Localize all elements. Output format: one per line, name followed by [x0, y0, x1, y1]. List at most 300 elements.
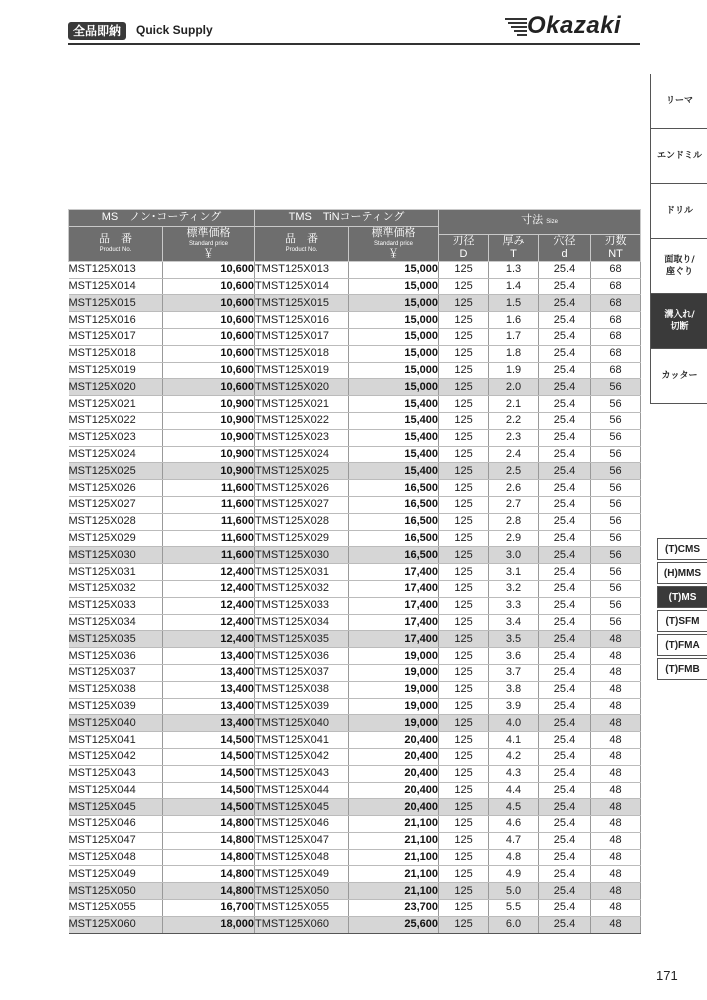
ms-product-cell: MST125X032 [69, 580, 163, 597]
series-tab[interactable]: (T)FMA [657, 634, 707, 656]
tms-product-cell: TMST125X044 [255, 782, 349, 799]
tms-price-cell: 20,400 [349, 799, 439, 816]
hole-cell: 25.4 [539, 664, 591, 681]
tms-price-cell: 21,100 [349, 883, 439, 900]
quick-supply-badge: 全品即納 [68, 22, 126, 40]
table-row [69, 412, 641, 429]
teeth-cell: 48 [591, 832, 641, 849]
ms-product-cell: MST125X047 [69, 832, 163, 849]
table-row [69, 312, 641, 329]
tms-product-cell: TMST125X027 [255, 496, 349, 513]
hole-cell: 25.4 [539, 261, 591, 278]
teeth-cell: 56 [591, 564, 641, 581]
table-row [69, 328, 641, 345]
col-hole-header: 穴径 d [539, 234, 591, 261]
tms-price-cell: 20,400 [349, 732, 439, 749]
teeth-cell: 68 [591, 362, 641, 379]
thickness-cell: 4.4 [489, 782, 539, 799]
hole-cell: 25.4 [539, 748, 591, 765]
diameter-cell: 125 [439, 765, 489, 782]
teeth-cell: 48 [591, 715, 641, 732]
ms-price-cell: 11,600 [163, 513, 255, 530]
table-row [69, 261, 641, 278]
category-tab[interactable]: ドリル [651, 184, 707, 239]
tms-product-cell: TMST125X055 [255, 900, 349, 917]
tms-price-cell: 17,400 [349, 564, 439, 581]
tms-product-cell: TMST125X029 [255, 530, 349, 547]
thickness-cell: 4.9 [489, 866, 539, 883]
hole-cell: 25.4 [539, 328, 591, 345]
hole-cell: 25.4 [539, 782, 591, 799]
table-row [69, 732, 641, 749]
tms-product-cell: TMST125X046 [255, 816, 349, 833]
tms-product-cell: TMST125X025 [255, 463, 349, 480]
ms-product-cell: MST125X043 [69, 765, 163, 782]
thickness-cell: 2.7 [489, 496, 539, 513]
teeth-cell: 68 [591, 345, 641, 362]
ms-price-cell: 10,600 [163, 295, 255, 312]
thickness-cell: 3.8 [489, 681, 539, 698]
thickness-cell: 1.5 [489, 295, 539, 312]
tms-product-cell: TMST125X013 [255, 261, 349, 278]
tms-product-cell: TMST125X023 [255, 429, 349, 446]
ms-product-cell: MST125X049 [69, 866, 163, 883]
ms-product-cell: MST125X018 [69, 345, 163, 362]
ms-price-cell: 14,800 [163, 832, 255, 849]
ms-product-cell: MST125X041 [69, 732, 163, 749]
teeth-cell: 48 [591, 664, 641, 681]
diameter-cell: 125 [439, 799, 489, 816]
table-row [69, 715, 641, 732]
tms-product-cell: TMST125X020 [255, 379, 349, 396]
tms-product-cell: TMST125X022 [255, 412, 349, 429]
ms-price-cell: 13,400 [163, 715, 255, 732]
hole-cell: 25.4 [539, 513, 591, 530]
series-tab[interactable]: (T)SFM [657, 610, 707, 632]
ms-product-header: 品 番 Product No. [69, 226, 163, 261]
hole-cell: 25.4 [539, 463, 591, 480]
hole-cell: 25.4 [539, 597, 591, 614]
series-tab[interactable]: (T)CMS [657, 538, 707, 560]
diameter-cell: 125 [439, 312, 489, 329]
teeth-cell: 48 [591, 748, 641, 765]
table-row [69, 900, 641, 917]
teeth-cell: 56 [591, 463, 641, 480]
thickness-cell: 1.6 [489, 312, 539, 329]
category-tabs [650, 74, 707, 404]
teeth-cell: 56 [591, 530, 641, 547]
thickness-cell: 1.7 [489, 328, 539, 345]
thickness-cell: 1.3 [489, 261, 539, 278]
ms-price-cell: 14,800 [163, 849, 255, 866]
ms-product-cell: MST125X015 [69, 295, 163, 312]
diameter-cell: 125 [439, 782, 489, 799]
table-row [69, 379, 641, 396]
teeth-cell: 68 [591, 261, 641, 278]
ms-price-cell: 10,900 [163, 429, 255, 446]
tms-price-cell: 17,400 [349, 614, 439, 631]
col-t-header: 厚み T [489, 234, 539, 261]
thickness-cell: 3.3 [489, 597, 539, 614]
diameter-cell: 125 [439, 664, 489, 681]
ms-product-cell: MST125X014 [69, 278, 163, 295]
ms-price-cell: 10,600 [163, 379, 255, 396]
diameter-cell: 125 [439, 580, 489, 597]
thickness-cell: 4.7 [489, 832, 539, 849]
ms-product-cell: MST125X040 [69, 715, 163, 732]
teeth-cell: 56 [591, 379, 641, 396]
hole-cell: 25.4 [539, 564, 591, 581]
ms-price-cell: 14,500 [163, 748, 255, 765]
ms-product-cell: MST125X029 [69, 530, 163, 547]
diameter-cell: 125 [439, 429, 489, 446]
teeth-cell: 48 [591, 732, 641, 749]
thickness-cell: 2.3 [489, 429, 539, 446]
ms-product-cell: MST125X038 [69, 681, 163, 698]
thickness-cell: 4.3 [489, 765, 539, 782]
diameter-cell: 125 [439, 681, 489, 698]
diameter-cell: 125 [439, 648, 489, 665]
tms-price-cell: 19,000 [349, 681, 439, 698]
category-tab[interactable]: 面取り/ 座ぐり [651, 239, 707, 294]
ms-product-cell: MST125X023 [69, 429, 163, 446]
tms-price-cell: 15,000 [349, 295, 439, 312]
ms-product-cell: MST125X021 [69, 396, 163, 413]
hole-cell: 25.4 [539, 681, 591, 698]
tms-product-cell: TMST125X036 [255, 648, 349, 665]
col-nt-header: 刃数 NT [591, 234, 641, 261]
tms-price-cell: 20,400 [349, 748, 439, 765]
ms-product-cell: MST125X019 [69, 362, 163, 379]
ms-price-cell: 12,400 [163, 631, 255, 648]
ms-product-cell: MST125X048 [69, 849, 163, 866]
tms-price-cell: 15,000 [349, 312, 439, 329]
tms-product-cell: TMST125X045 [255, 799, 349, 816]
thickness-cell: 4.1 [489, 732, 539, 749]
diameter-cell: 125 [439, 866, 489, 883]
teeth-cell: 68 [591, 278, 641, 295]
tms-product-cell: TMST125X015 [255, 295, 349, 312]
table-row [69, 799, 641, 816]
tms-price-cell: 21,100 [349, 849, 439, 866]
teeth-cell: 56 [591, 480, 641, 497]
diameter-cell: 125 [439, 412, 489, 429]
ms-price-cell: 10,900 [163, 463, 255, 480]
thickness-cell: 6.0 [489, 916, 539, 933]
table-row [69, 816, 641, 833]
teeth-cell: 48 [591, 916, 641, 933]
teeth-cell: 48 [591, 883, 641, 900]
thickness-cell: 3.0 [489, 547, 539, 564]
teeth-cell: 56 [591, 547, 641, 564]
ms-price-cell: 12,400 [163, 580, 255, 597]
thickness-cell: 4.2 [489, 748, 539, 765]
diameter-cell: 125 [439, 916, 489, 933]
diameter-cell: 125 [439, 748, 489, 765]
series-tab[interactable]: (T)MS [657, 586, 707, 608]
thickness-cell: 1.9 [489, 362, 539, 379]
hole-cell: 25.4 [539, 312, 591, 329]
ms-price-cell: 10,900 [163, 412, 255, 429]
teeth-cell: 56 [591, 597, 641, 614]
ms-product-cell: MST125X020 [69, 379, 163, 396]
ms-price-cell: 13,400 [163, 664, 255, 681]
tms-price-cell: 16,500 [349, 496, 439, 513]
tms-product-cell: TMST125X017 [255, 328, 349, 345]
ms-product-cell: MST125X055 [69, 900, 163, 917]
table-row [69, 614, 641, 631]
tms-price-cell: 15,000 [349, 261, 439, 278]
ms-product-cell: MST125X016 [69, 312, 163, 329]
diameter-cell: 125 [439, 480, 489, 497]
teeth-cell: 56 [591, 396, 641, 413]
hole-cell: 25.4 [539, 614, 591, 631]
thickness-cell: 2.5 [489, 463, 539, 480]
teeth-cell: 48 [591, 799, 641, 816]
table-row [69, 664, 641, 681]
ms-price-cell: 14,800 [163, 883, 255, 900]
teeth-cell: 48 [591, 900, 641, 917]
thickness-cell: 4.6 [489, 816, 539, 833]
hole-cell: 25.4 [539, 396, 591, 413]
diameter-cell: 125 [439, 816, 489, 833]
ms-price-cell: 10,600 [163, 328, 255, 345]
hole-cell: 25.4 [539, 765, 591, 782]
ms-product-cell: MST125X025 [69, 463, 163, 480]
diameter-cell: 125 [439, 345, 489, 362]
ms-price-cell: 14,500 [163, 799, 255, 816]
category-tab[interactable]: リーマ [651, 74, 707, 129]
thickness-cell: 2.9 [489, 530, 539, 547]
diameter-cell: 125 [439, 261, 489, 278]
thickness-cell: 2.6 [489, 480, 539, 497]
table-row [69, 480, 641, 497]
tms-product-cell: TMST125X050 [255, 883, 349, 900]
ms-product-cell: MST125X033 [69, 597, 163, 614]
diameter-cell: 125 [439, 396, 489, 413]
ms-price-cell: 14,800 [163, 866, 255, 883]
thickness-cell: 4.8 [489, 849, 539, 866]
category-tab[interactable]: カッター [651, 349, 707, 404]
series-tab[interactable]: (T)FMB [657, 658, 707, 680]
table-row [69, 429, 641, 446]
ms-product-cell: MST125X042 [69, 748, 163, 765]
table-row [69, 681, 641, 698]
ms-price-cell: 12,400 [163, 597, 255, 614]
tms-price-header: 標準価格 Standard price ￥ [349, 226, 439, 261]
thickness-cell: 3.6 [489, 648, 539, 665]
thickness-cell: 1.4 [489, 278, 539, 295]
table-row [69, 564, 641, 581]
tms-product-cell: TMST125X026 [255, 480, 349, 497]
ms-price-cell: 11,600 [163, 496, 255, 513]
table-row [69, 748, 641, 765]
diameter-cell: 125 [439, 530, 489, 547]
tms-price-cell: 17,400 [349, 631, 439, 648]
tms-product-cell: TMST125X048 [255, 849, 349, 866]
diameter-cell: 125 [439, 900, 489, 917]
ms-product-cell: MST125X026 [69, 480, 163, 497]
thickness-cell: 5.5 [489, 900, 539, 917]
teeth-cell: 56 [591, 429, 641, 446]
tms-product-cell: TMST125X021 [255, 396, 349, 413]
table-row [69, 446, 641, 463]
teeth-cell: 56 [591, 446, 641, 463]
hole-cell: 25.4 [539, 446, 591, 463]
diameter-cell: 125 [439, 379, 489, 396]
tms-price-cell: 19,000 [349, 715, 439, 732]
tms-product-cell: TMST125X019 [255, 362, 349, 379]
hole-cell: 25.4 [539, 278, 591, 295]
hole-cell: 25.4 [539, 379, 591, 396]
group-tms-header: TMS TiNコーティング [255, 210, 439, 227]
thickness-cell: 3.9 [489, 698, 539, 715]
teeth-cell: 48 [591, 631, 641, 648]
hole-cell: 25.4 [539, 429, 591, 446]
tms-product-cell: TMST125X028 [255, 513, 349, 530]
ms-price-cell: 11,600 [163, 547, 255, 564]
diameter-cell: 125 [439, 732, 489, 749]
tms-price-cell: 15,000 [349, 278, 439, 295]
diameter-cell: 125 [439, 496, 489, 513]
ms-product-cell: MST125X024 [69, 446, 163, 463]
thickness-cell: 4.0 [489, 715, 539, 732]
ms-product-cell: MST125X035 [69, 631, 163, 648]
table-row [69, 580, 641, 597]
diameter-cell: 125 [439, 362, 489, 379]
ms-price-cell: 11,600 [163, 530, 255, 547]
table-row [69, 782, 641, 799]
tms-price-cell: 15,400 [349, 463, 439, 480]
tms-price-cell: 16,500 [349, 547, 439, 564]
ms-price-cell: 10,600 [163, 312, 255, 329]
ms-product-cell: MST125X039 [69, 698, 163, 715]
tms-product-cell: TMST125X047 [255, 832, 349, 849]
quick-supply-label: Quick Supply [136, 23, 213, 37]
ms-price-cell: 10,600 [163, 345, 255, 362]
diameter-cell: 125 [439, 513, 489, 530]
category-tab[interactable]: エンドミル [651, 129, 707, 184]
teeth-cell: 48 [591, 782, 641, 799]
hole-cell: 25.4 [539, 412, 591, 429]
thickness-cell: 3.1 [489, 564, 539, 581]
hole-cell: 25.4 [539, 631, 591, 648]
group-ms-header: MS ノン･コーティング [69, 210, 255, 227]
ms-price-cell: 12,400 [163, 614, 255, 631]
tms-price-cell: 16,500 [349, 513, 439, 530]
tms-price-cell: 17,400 [349, 597, 439, 614]
thickness-cell: 2.4 [489, 446, 539, 463]
ms-product-cell: MST125X050 [69, 883, 163, 900]
hole-cell: 25.4 [539, 732, 591, 749]
teeth-cell: 68 [591, 328, 641, 345]
hole-cell: 25.4 [539, 866, 591, 883]
tms-price-cell: 19,000 [349, 698, 439, 715]
table-row [69, 866, 641, 883]
ms-price-cell: 13,400 [163, 648, 255, 665]
tms-product-header: 品 番 Product No. [255, 226, 349, 261]
tms-product-cell: TMST125X030 [255, 547, 349, 564]
hole-cell: 25.4 [539, 496, 591, 513]
ms-product-cell: MST125X046 [69, 816, 163, 833]
hole-cell: 25.4 [539, 883, 591, 900]
ms-product-cell: MST125X013 [69, 261, 163, 278]
tms-product-cell: TMST125X038 [255, 681, 349, 698]
tms-product-cell: TMST125X016 [255, 312, 349, 329]
tms-price-cell: 19,000 [349, 664, 439, 681]
hole-cell: 25.4 [539, 832, 591, 849]
thickness-cell: 3.5 [489, 631, 539, 648]
ms-price-cell: 14,500 [163, 782, 255, 799]
group-size-header: 寸法 Size [439, 210, 641, 235]
ms-product-cell: MST125X036 [69, 648, 163, 665]
hole-cell: 25.4 [539, 580, 591, 597]
ms-product-cell: MST125X044 [69, 782, 163, 799]
thickness-cell: 2.0 [489, 379, 539, 396]
tms-product-cell: TMST125X033 [255, 597, 349, 614]
teeth-cell: 56 [591, 614, 641, 631]
ms-price-cell: 10,900 [163, 446, 255, 463]
ms-price-cell: 13,400 [163, 681, 255, 698]
hole-cell: 25.4 [539, 295, 591, 312]
table-row [69, 597, 641, 614]
tms-price-cell: 20,400 [349, 782, 439, 799]
ms-price-cell: 16,700 [163, 900, 255, 917]
ms-price-header: 標準価格 Standard price ￥ [163, 226, 255, 261]
ms-product-cell: MST125X027 [69, 496, 163, 513]
series-tab[interactable]: (H)MMS [657, 562, 707, 584]
tms-price-cell: 23,700 [349, 900, 439, 917]
tms-price-cell: 15,400 [349, 396, 439, 413]
thickness-cell: 5.0 [489, 883, 539, 900]
hole-cell: 25.4 [539, 715, 591, 732]
table-row [69, 883, 641, 900]
hole-cell: 25.4 [539, 916, 591, 933]
diameter-cell: 125 [439, 631, 489, 648]
hole-cell: 25.4 [539, 547, 591, 564]
tms-product-cell: TMST125X031 [255, 564, 349, 581]
tms-product-cell: TMST125X060 [255, 916, 349, 933]
hole-cell: 25.4 [539, 849, 591, 866]
product-table [68, 209, 641, 934]
category-tab[interactable]: 溝入れ/ 切断 [651, 294, 707, 349]
tms-price-cell: 17,400 [349, 580, 439, 597]
tms-product-cell: TMST125X018 [255, 345, 349, 362]
hole-cell: 25.4 [539, 362, 591, 379]
tms-product-cell: TMST125X041 [255, 732, 349, 749]
tms-price-cell: 21,100 [349, 866, 439, 883]
table-row [69, 362, 641, 379]
ms-price-cell: 18,000 [163, 916, 255, 933]
ms-product-cell: MST125X037 [69, 664, 163, 681]
hole-cell: 25.4 [539, 799, 591, 816]
teeth-cell: 48 [591, 681, 641, 698]
tms-price-cell: 15,400 [349, 412, 439, 429]
tms-price-cell: 21,100 [349, 816, 439, 833]
diameter-cell: 125 [439, 463, 489, 480]
teeth-cell: 48 [591, 866, 641, 883]
ms-price-cell: 13,400 [163, 698, 255, 715]
tms-price-cell: 19,000 [349, 648, 439, 665]
diameter-cell: 125 [439, 698, 489, 715]
thickness-cell: 3.4 [489, 614, 539, 631]
tms-product-cell: TMST125X040 [255, 715, 349, 732]
tms-product-cell: TMST125X035 [255, 631, 349, 648]
teeth-cell: 68 [591, 312, 641, 329]
diameter-cell: 125 [439, 715, 489, 732]
series-tabs [657, 538, 707, 682]
table-row [69, 463, 641, 480]
